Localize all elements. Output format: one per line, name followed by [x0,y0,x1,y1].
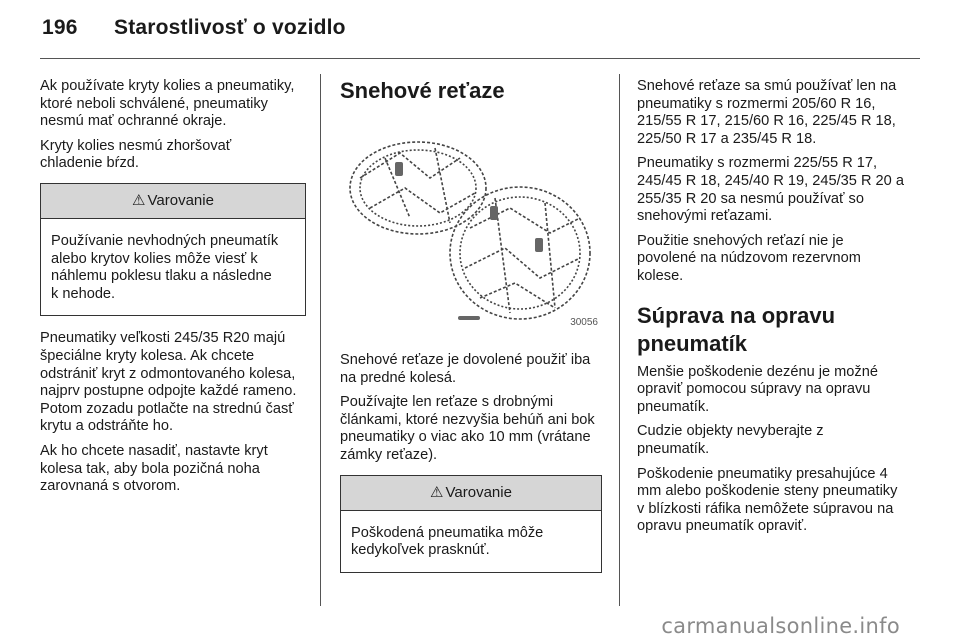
column-divider-2 [619,74,620,606]
paragraph: Snehové reťaze sa smú používať len na pneumatiky s rozmermi 205/60 R 16, 215/55 R 17, 215/60 R 16, 225/45 R 18, 225/50 R 17 a 235/45 R 18. [637,78,897,147]
page-number: 196 [42,16,78,39]
warning-title: Varovanie [147,191,214,209]
paragraph: Poškodenie pneumatiky presahujúce 4 mm alebo poškodenie steny pneumatiky v blízkosti ráfika nemôžete súpravou na opravu pneumatík opraviť. [637,465,898,535]
watermark: carmanualsonline.info [661,614,900,638]
paragraph: Menšie poškodenie dezénu je možné opraviť pomocou súpravy na opravu pneumatík. [637,363,878,415]
column-1 [40,78,306,503]
warning-text: Poškodená pneumatika môže kedykoľvek prasknúť. [351,524,544,559]
figure-code: 30056 [570,317,598,329]
warning-box [40,183,306,316]
paragraph: Ak ho chcete nasadiť, nastavte kryt kolesa tak, aby bola pozičná noha zarovnaná s otvorom. [40,442,268,495]
snow-chains-figure [340,118,602,332]
warning-triangle-icon: ⚠ [430,483,444,501]
warning-header [41,184,305,219]
paragraph: Používajte len reťaze s drobnými článkami, ktoré nezvyšia behúň ani bok pneumatiky o viac ako 10 mm (vrátane zámky reťaze). [340,394,595,463]
snow-chains-illustration [340,118,602,332]
warning-title: Varovanie [445,483,512,501]
section-title: Snehové reťaze [340,78,505,103]
page-title: Starostlivosť o vozidlo [114,16,346,39]
paragraph: Snehové reťaze je dovolené použiť iba na predné kolesá. [340,352,591,386]
paragraph: Cudzie objekty nevyberajte z pneumatík. [637,423,824,457]
warning-text: Používanie nevhodných pneumatík alebo krytov kolies môže viesť k náhlemu poklesu tlaku a následne k nehode. [51,232,279,302]
paragraph: Ak používate kryty kolies a pneumatiky, ktoré neboli schválené, pneumatiky nesmú mať ochranné okraje. [40,78,295,130]
warning-box [340,475,602,573]
warning-header [341,476,601,511]
header-rule [40,58,920,59]
section-title: Súprava na opravu pneumatík [637,302,836,356]
paragraph: Pneumatiky veľkosti 245/35 R20 majú špeciálne kryty kolesa. Ak chcete odstrániť kryt z odmontovaného kolesa, najprv postupne odpojte každé rameno. Potom zozadu potlačte na strednú časť krytu a odstráňte ho. [40,330,297,435]
paragraph: Použitie snehových reťazí nie je povolené na núdzovom rezervnom kolese. [637,232,861,284]
warning-triangle-icon: ⚠ [132,191,146,209]
column-divider-1 [320,74,321,606]
column-3 [637,78,905,543]
paragraph: Kryty kolies nesmú zhoršovať chladenie bŕzd. [40,137,232,172]
page-header [42,16,346,40]
column-2 [340,78,602,587]
paragraph: Pneumatiky s rozmermi 225/55 R 17, 245/45 R 18, 245/40 R 19, 245/35 R 20 a 255/35 R 20 sa nesmú používať so snehovými reťazami. [637,155,904,225]
